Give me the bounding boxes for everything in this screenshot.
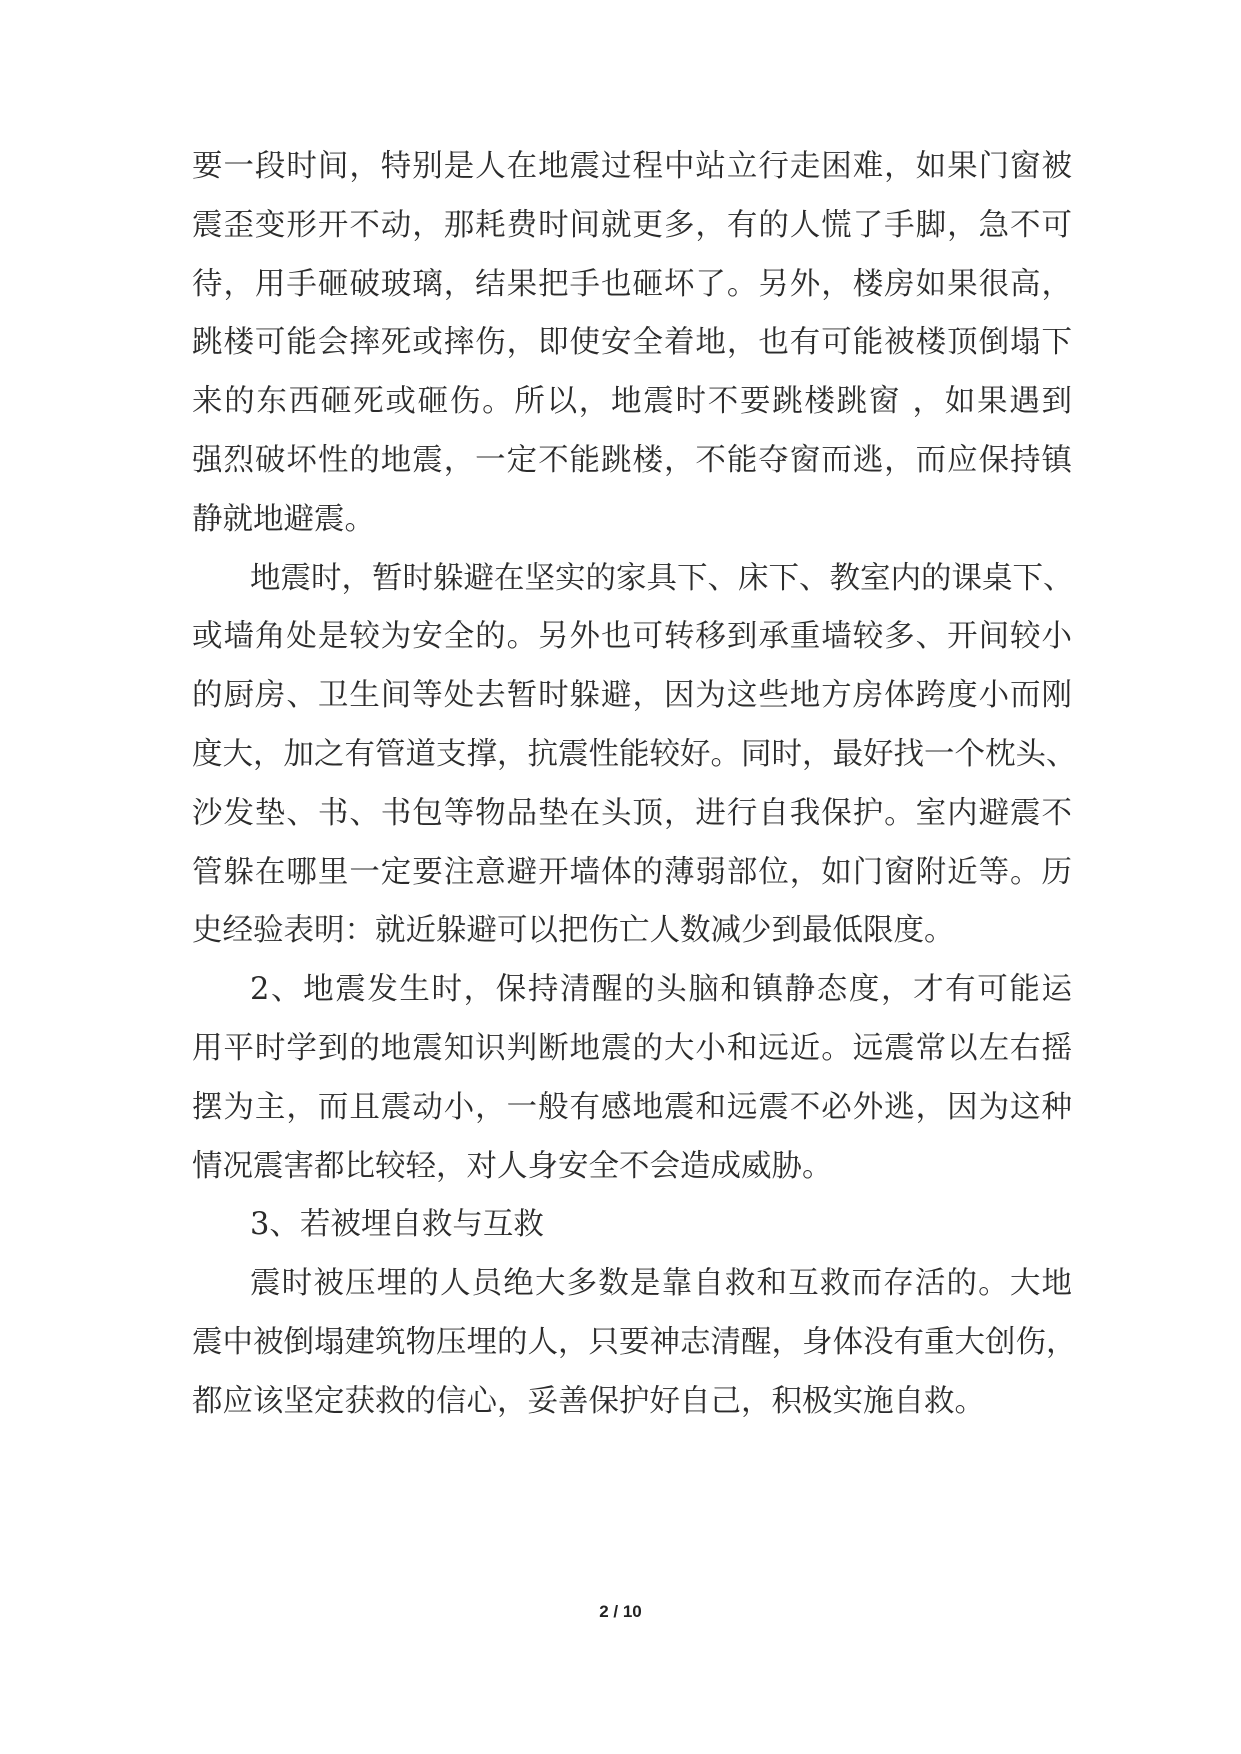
body-line-9: 或墙角处是较为安全的。另外也可转移到承重墙较多、开间较小 [192, 619, 1072, 654]
body-line-13: 管躲在哪里一定要注意避开墙体的薄弱部位，如门窗附近等。历 [192, 855, 1072, 890]
body-line-6: 强烈破坏性的地震，一定不能跳楼，不能夺窗而逃，而应保持镇 [192, 443, 1072, 478]
body-line-15: 2、地震发生时，保持清醒的头脑和镇静态度，才有可能运 [250, 972, 1072, 1007]
body-line-7: 静就地避震。 [192, 502, 375, 537]
body-line-17: 摆为主，而且震动小，一般有感地震和远震不必外逃，因为这种 [192, 1090, 1072, 1125]
body-line-5: 来的东西砸死或砸伤。所以，地震时不要跳楼跳窗 ，如果遇到 [192, 384, 1072, 419]
body-line-10: 的厨房、卫生间等处去暂时躲避，因为这些地方房体跨度小而刚 [192, 678, 1072, 713]
body-line-1: 要一段时间，特别是人在地震过程中站立行走困难，如果门窗被 [192, 149, 1072, 184]
page-number: 2 / 10 [599, 1602, 642, 1621]
body-line-11: 度大，加之有管道支撑，抗震性能较好。同时，最好找一个枕头、 [192, 737, 1077, 772]
body-line-4: 跳楼可能会摔死或摔伤，即使安全着地，也有可能被楼顶倒塌下 [192, 325, 1072, 360]
body-line-3: 待，用手砸破玻璃，结果把手也砸坏了。另外，楼房如果很高， [192, 267, 1072, 302]
body-line-18: 情况震害都比较轻，对人身安全不会造成威胁。 [192, 1149, 833, 1184]
body-line-16: 用平时学到的地震知识判断地震的大小和远近。远震常以左右摇 [192, 1031, 1072, 1066]
body-line-2: 震歪变形开不动，那耗费时间就更多，有的人慌了手脚，急不可 [192, 208, 1072, 243]
body-line-20: 震时被压埋的人员绝大多数是靠自救和互救而存活的。大地 [250, 1266, 1072, 1301]
body-line-14: 史经验表明：就近躲避可以把伤亡人数减少到最低限度。 [192, 913, 955, 948]
body-line-22: 都应该坚定获救的信心，妥善保护好自己，积极实施自救。 [192, 1384, 985, 1419]
body-line-12: 沙发垫、书、书包等物品垫在头顶，进行自我保护。室内避震不 [192, 796, 1072, 831]
section-heading: 3、若被埋自救与互救 [250, 1207, 544, 1242]
body-line-8: 地震时，暂时躲避在坚实的家具下、床下、教室内的课桌下、 [250, 561, 1074, 596]
body-line-21: 震中被倒塌建筑物压埋的人，只要神志清醒，身体没有重大创伤， [192, 1325, 1077, 1360]
